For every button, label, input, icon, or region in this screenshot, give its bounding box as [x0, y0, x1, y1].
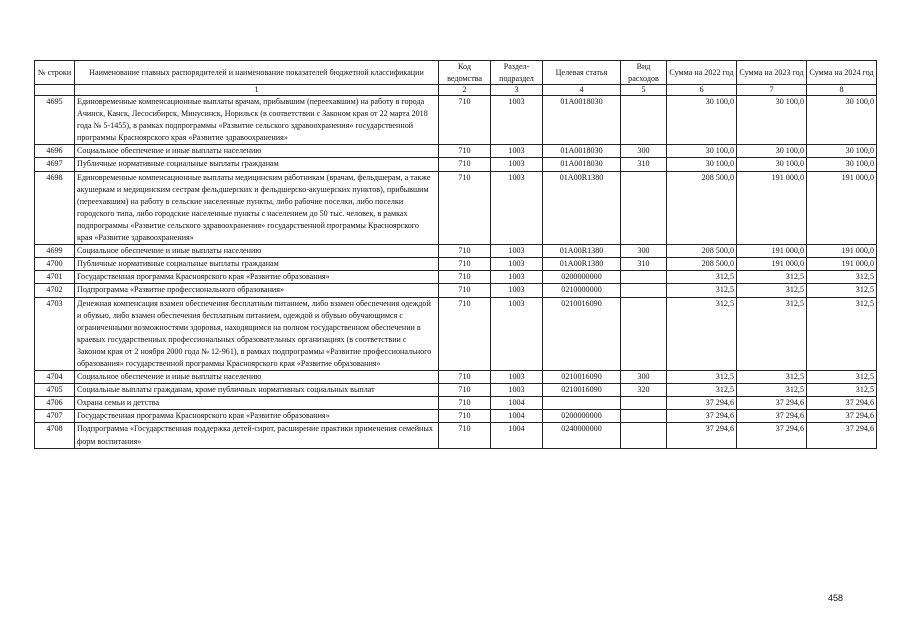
row-sum-2023: 30 100,0: [737, 158, 807, 171]
row-sum-2022: 37 294,6: [667, 410, 737, 423]
row-number: 4702: [35, 284, 75, 297]
column-number: 8: [807, 85, 877, 96]
row-expense-type: 310: [621, 158, 667, 171]
row-name: Единовременные компенсационные выплаты врачам, прибывшим (переехавшим) на работу в города Ачинск, Канск, Лесосибирск, Минусинск, Норильск (в соответствии с Законом края от 22 марта 2018 года № 5-1455), в рамках подпрограммы «Развитие сельского здравоохранения» государственной программы Красноярского края «Развитие здравоохранения»: [75, 96, 439, 145]
row-number: 4698: [35, 171, 75, 245]
row-name: Социальное обеспечение и иные выплаты населению: [75, 245, 439, 258]
row-razdel: 1003: [491, 258, 543, 271]
header-vid: Вид расходов: [621, 61, 667, 85]
row-expense-type: [621, 271, 667, 284]
row-name: Публичные нормативные социальные выплаты гражданам: [75, 158, 439, 171]
row-expense-type: 310: [621, 258, 667, 271]
row-sum-2024: 191 000,0: [807, 258, 877, 271]
header-ved: Код ведомства: [439, 61, 491, 85]
row-sum-2023: 30 100,0: [737, 96, 807, 145]
row-name: Государственная программа Красноярского края «Развитие образования»: [75, 410, 439, 423]
row-expense-type: [621, 297, 667, 371]
column-number: 6: [667, 85, 737, 96]
column-number: 4: [543, 85, 621, 96]
row-target-article: [543, 397, 621, 410]
row-razdel: 1004: [491, 423, 543, 448]
table-row: [35, 397, 877, 410]
column-number: 2: [439, 85, 491, 96]
row-target-article: 0210016090: [543, 371, 621, 384]
row-target-article: 0200000000: [543, 410, 621, 423]
table-row: [35, 158, 877, 171]
row-sum-2024: 312,5: [807, 271, 877, 284]
row-sum-2022: 208 500,0: [667, 245, 737, 258]
row-sum-2023: 30 100,0: [737, 145, 807, 158]
column-number: 1: [75, 85, 439, 96]
row-target-article: 01А00R1380: [543, 245, 621, 258]
row-target-article: 0210016090: [543, 384, 621, 397]
row-sum-2024: 312,5: [807, 284, 877, 297]
row-number: 4705: [35, 384, 75, 397]
row-sum-2022: 312,5: [667, 371, 737, 384]
column-number: 3: [491, 85, 543, 96]
table-row: [35, 284, 877, 297]
header-row-no: № строки: [35, 61, 75, 85]
table-row: [35, 371, 877, 384]
row-sum-2024: 37 294,6: [807, 423, 877, 448]
row-number: 4703: [35, 297, 75, 371]
row-sum-2023: 191 000,0: [737, 258, 807, 271]
row-name: Социальное обеспечение и иные выплаты населению: [75, 371, 439, 384]
row-sum-2022: 312,5: [667, 271, 737, 284]
row-name: Денежная компенсация взамен обеспечения бесплатным питанием, либо взамен обеспечения одеждой и обувью, либо взамен обеспечения бесплатным питанием, одеждой и обувью обучающимся с ограниченными возможностями здоровья, находящимся на полном государственном обеспечении в краевых государственных профессиональных образовательных организациях (в соответствии с Законом края от 2 ноября 2000 года № 12-961), в рамках подпрограммы «Развитие профессионального образования» государственной программы Красноярского края «Развитие образования»: [75, 297, 439, 371]
header-sum-2022: Сумма на 2022 год: [667, 61, 737, 85]
table-row: [35, 271, 877, 284]
row-expense-type: [621, 397, 667, 410]
row-razdel: 1004: [491, 410, 543, 423]
column-number: [35, 85, 75, 96]
row-razdel: 1003: [491, 171, 543, 245]
row-razdel: 1003: [491, 271, 543, 284]
row-target-article: 01А0018030: [543, 96, 621, 145]
row-sum-2023: 37 294,6: [737, 410, 807, 423]
row-name: Государственная программа Красноярского края «Развитие образования»: [75, 271, 439, 284]
row-number: 4695: [35, 96, 75, 145]
row-sum-2024: 312,5: [807, 297, 877, 371]
row-name: Подпрограмма «Развитие профессионального образования»: [75, 284, 439, 297]
row-ved-code: 710: [439, 158, 491, 171]
row-sum-2024: 312,5: [807, 371, 877, 384]
row-razdel: 1003: [491, 96, 543, 145]
row-ved-code: 710: [439, 271, 491, 284]
row-name: Единовременные компенсационные выплаты медицинским работникам (врачам, фельдшерам, а также акушеркам и медицинским сестрам фельдшерских и фельдшерско-акушерских пунктов), прибывшим (переехавшим) на работу в сельские населенные пункты, либо рабочие поселки, либо поселки городского типа, либо городские населенные пункты с населением до 50 тыс. человек, в рамках подпрограммы «Развитие сельского здравоохранения» государственной программы Красноярского края «Развитие здравоохранения»: [75, 171, 439, 245]
row-sum-2022: 37 294,6: [667, 397, 737, 410]
row-expense-type: 300: [621, 245, 667, 258]
column-number-row: [35, 85, 877, 96]
row-ved-code: 710: [439, 258, 491, 271]
row-target-article: 01А00R1380: [543, 171, 621, 245]
row-sum-2022: 37 294,6: [667, 423, 737, 448]
row-sum-2022: 30 100,0: [667, 96, 737, 145]
row-sum-2022: 208 500,0: [667, 171, 737, 245]
row-sum-2024: 191 000,0: [807, 245, 877, 258]
row-ved-code: 710: [439, 96, 491, 145]
row-ved-code: 710: [439, 297, 491, 371]
row-sum-2024: 30 100,0: [807, 96, 877, 145]
row-number: 4696: [35, 145, 75, 158]
row-number: 4699: [35, 245, 75, 258]
row-target-article: 0200000000: [543, 271, 621, 284]
row-razdel: 1003: [491, 284, 543, 297]
table-row: [35, 171, 877, 245]
row-expense-type: [621, 423, 667, 448]
row-sum-2023: 37 294,6: [737, 423, 807, 448]
row-razdel: 1003: [491, 297, 543, 371]
row-target-article: 01А00R1380: [543, 258, 621, 271]
row-name: Социальные выплаты гражданам, кроме публичных нормативных социальных выплат: [75, 384, 439, 397]
row-number: 4700: [35, 258, 75, 271]
header-target: Целевая статья: [543, 61, 621, 85]
column-number: 5: [621, 85, 667, 96]
row-sum-2024: 191 000,0: [807, 171, 877, 245]
row-target-article: 0210000000: [543, 284, 621, 297]
page-number: 458: [828, 593, 844, 603]
row-sum-2022: 312,5: [667, 384, 737, 397]
row-ved-code: 710: [439, 397, 491, 410]
row-target-article: 0210016090: [543, 297, 621, 371]
row-expense-type: [621, 171, 667, 245]
row-razdel: 1003: [491, 158, 543, 171]
table-row: [35, 96, 877, 145]
row-expense-type: [621, 410, 667, 423]
row-ved-code: 710: [439, 145, 491, 158]
row-razdel: 1004: [491, 397, 543, 410]
row-name: Социальное обеспечение и иные выплаты населению: [75, 145, 439, 158]
row-sum-2024: 37 294,6: [807, 397, 877, 410]
row-name: Публичные нормативные социальные выплаты гражданам: [75, 258, 439, 271]
row-expense-type: 300: [621, 371, 667, 384]
row-sum-2022: 30 100,0: [667, 145, 737, 158]
row-sum-2024: 30 100,0: [807, 158, 877, 171]
row-sum-2024: 30 100,0: [807, 145, 877, 158]
row-target-article: 01А0018030: [543, 158, 621, 171]
table-row: [35, 410, 877, 423]
row-target-article: 01А0018030: [543, 145, 621, 158]
row-sum-2023: 312,5: [737, 284, 807, 297]
row-expense-type: 320: [621, 384, 667, 397]
row-number: 4706: [35, 397, 75, 410]
row-sum-2023: 312,5: [737, 371, 807, 384]
row-sum-2022: 312,5: [667, 284, 737, 297]
row-razdel: 1003: [491, 245, 543, 258]
row-number: 4701: [35, 271, 75, 284]
budget-table: [34, 60, 877, 449]
row-razdel: 1003: [491, 371, 543, 384]
row-ved-code: 710: [439, 371, 491, 384]
header-sum-2024: Сумма на 2024 год: [807, 61, 877, 85]
row-sum-2024: 312,5: [807, 384, 877, 397]
row-ved-code: 710: [439, 171, 491, 245]
row-ved-code: 710: [439, 245, 491, 258]
row-ved-code: 710: [439, 410, 491, 423]
row-razdel: 1003: [491, 384, 543, 397]
row-number: 4697: [35, 158, 75, 171]
row-name: Охрана семьи и детства: [75, 397, 439, 410]
row-sum-2023: 191 000,0: [737, 171, 807, 245]
row-sum-2023: 37 294,6: [737, 397, 807, 410]
row-expense-type: 300: [621, 145, 667, 158]
header-row: [35, 61, 877, 85]
column-number: 7: [737, 85, 807, 96]
row-razdel: 1003: [491, 145, 543, 158]
header-sum-2023: Сумма на 2023 год: [737, 61, 807, 85]
row-sum-2023: 312,5: [737, 297, 807, 371]
table-row: [35, 384, 877, 397]
row-sum-2024: 37 294,6: [807, 410, 877, 423]
table-row: [35, 145, 877, 158]
row-sum-2023: 312,5: [737, 271, 807, 284]
row-expense-type: [621, 284, 667, 297]
header-name: Наименование главных распорядителей и наименование показателей бюджетной классификации: [75, 61, 439, 85]
table-row: [35, 245, 877, 258]
row-sum-2022: 312,5: [667, 297, 737, 371]
table-row: [35, 297, 877, 371]
row-sum-2023: 312,5: [737, 384, 807, 397]
row-ved-code: 710: [439, 284, 491, 297]
table-row: [35, 423, 877, 448]
header-razdel: Раздел-подраздел: [491, 61, 543, 85]
row-target-article: 0240000000: [543, 423, 621, 448]
row-ved-code: 710: [439, 423, 491, 448]
row-ved-code: 710: [439, 384, 491, 397]
row-number: 4704: [35, 371, 75, 384]
budget-table-sheet: [34, 60, 876, 449]
row-name: Подпрограмма «Государственная поддержка детей-сирот, расширение практики применения семейных форм воспитания»: [75, 423, 439, 448]
row-sum-2022: 30 100,0: [667, 158, 737, 171]
row-sum-2023: 191 000,0: [737, 245, 807, 258]
row-number: 4707: [35, 410, 75, 423]
table-row: [35, 258, 877, 271]
row-sum-2022: 208 500,0: [667, 258, 737, 271]
row-expense-type: [621, 96, 667, 145]
row-number: 4708: [35, 423, 75, 448]
